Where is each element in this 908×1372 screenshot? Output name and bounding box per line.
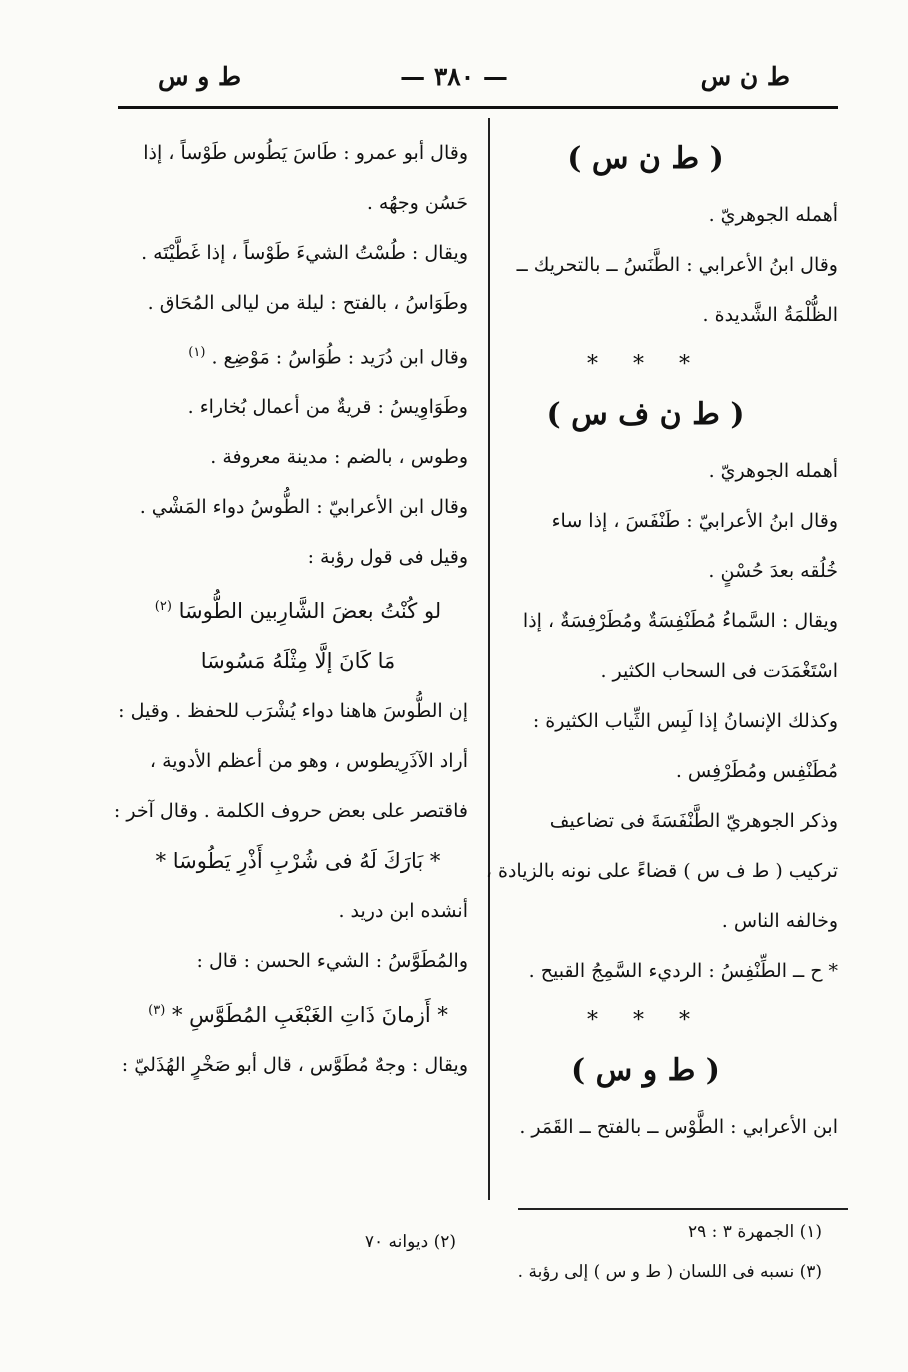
footnote-3: (٣) نسبه فى اللسان ( ط و س ) إلى رؤبة . (517, 1262, 822, 1282)
text-line: ويقال : طُسْتُ الشيءَ طَوْساً ، إذا غَطَّيْتَه . (141, 242, 468, 264)
text-line: وذكر الجوهريّ الطَّنْفَسَةَ فى تضاعيف (549, 810, 838, 832)
text-line: الظُّلْمَةُ الشَّديدة . (702, 304, 838, 326)
text-line: حَسُن وجهُه . (366, 192, 468, 214)
text-line: وكذلك الإنسانُ إذا لَبِس الثِّياب الكثيرة : (532, 710, 838, 732)
verse-line-with-note: لو كُنْتُ بعضَ الشَّارِبين الطُّوسَا $^{(٢)}$ (154, 599, 442, 624)
section-title-tws: ( ط و س ) (570, 1053, 721, 1088)
note-mark-1: (١) (188, 345, 206, 360)
text-line: وقال أبو عمرو : طَاسَ يَطُوس طَوْساً ، إذا (143, 142, 468, 164)
section-separator: * * * (587, 1008, 704, 1033)
footnote-1: (١) الجمهرة ٣ : ٢٩ (687, 1222, 822, 1242)
text-line: وطَوَاوِيسُ : قريةٌ من أعمال بُخاراء . (187, 396, 468, 419)
text-line: وقال ابن الأعرابيّ : الطُّوسُ دواء المَشْي . (139, 496, 468, 519)
text-line: مُطَنْفِس ومُطَرْفِس . (675, 760, 838, 782)
verse-line: مَا كَانَ إلَّا مِثْلَهُ مَسُوسَا (200, 649, 396, 674)
text-line: أراد الآذَرِيطوس ، وهو من أعظم الأدوية ، (149, 750, 468, 773)
text-line: إن الطُّوسَ هاهنا دواء يُشْرَب للحفظ . وقيل : (118, 700, 468, 723)
text-line: فاقتصر على بعض حروف الكلمة . وقال آخر : (113, 800, 468, 823)
text-line: وطوس ، بالضم : مدينة معروفة . (210, 446, 468, 469)
text-line: ويقال : السَّماءُ مُطَنْفِسَةٌ ومُطَرْفِسَةٌ ، إذا (522, 610, 838, 632)
text-line: والمُطَوَّسُ : الشيء الحسن : قال : (196, 950, 468, 973)
section-title-tns: ( ط ن س ) (567, 141, 724, 176)
page-number: — ٣٨٠ — (400, 62, 508, 91)
text-line: تركيب ( ط ف س ) قضاءً على نونه بالزيادة ، (485, 860, 838, 882)
verse-line-with-note: * أَزمانَ ذَاتِ الغَبْغَبِ المُطَوَّسِ * $^{(٣)}$ (148, 1003, 448, 1028)
text-line: أنشده ابن دريد . (338, 900, 468, 923)
text-line: وطَوَاسُ ، بالفتح : ليلة من ليالى المُحَاق . (147, 292, 468, 314)
header-rule (118, 106, 838, 109)
left-column (113, 138, 468, 1100)
header-right-entry: ط ن س (700, 62, 790, 91)
footnote-2: (٢) ديوانه ٧٠ (364, 1232, 456, 1252)
text-line: وقال ابنُ الأعرابي : الطَّنَسُ ــ بالتحريك ــ (516, 254, 838, 276)
note-mark-3: (٣) (148, 1003, 166, 1019)
verse-line: * بَارَكَ لَهُ فى شُرْبِ أَذْرِ يَطُوسَا * (155, 849, 441, 874)
text-line: وخالفه الناس . (721, 910, 838, 932)
text-line: وقال ابنُ الأعرابيّ : طَنْفَسَ ، إذا ساء (551, 510, 838, 532)
footnote-rule (518, 1208, 848, 1210)
text-line: اسْتَغْمَدَت فى السحاب الكثير . (600, 660, 838, 682)
note-mark-2: (٢) (154, 599, 172, 615)
text-line: وقيل فى قول رؤبة : (307, 546, 468, 569)
right-column (453, 138, 838, 1162)
section-title-tnfs: ( ط ن ف س ) (546, 397, 745, 432)
header-left-entry: ط و س (158, 62, 242, 91)
text-line: ابن الأعرابي : الطَّوْس ــ بالفتح ــ القَمَر . (519, 1116, 838, 1138)
text-line: * ح ــ الطِّنْفِسُ : الرديء السَّمِجُ القبيح . (528, 960, 838, 982)
section-separator: * * * (587, 352, 704, 377)
text-line: ويقال : وجهٌ مُطَوَّس ، قال أبو صَخْرٍ الهُذَليّ : (121, 1054, 468, 1077)
text-line: خُلُقه بعدَ حُسْنٍ . (708, 560, 838, 582)
text-line: أهمله الجوهريّ . (708, 204, 838, 226)
text-line-with-note: وقال ابن دُرَيد : طُوَاسُ : مَوْضِع . $^{(١)}$ (188, 345, 468, 369)
text-line: أهمله الجوهريّ . (708, 460, 838, 482)
